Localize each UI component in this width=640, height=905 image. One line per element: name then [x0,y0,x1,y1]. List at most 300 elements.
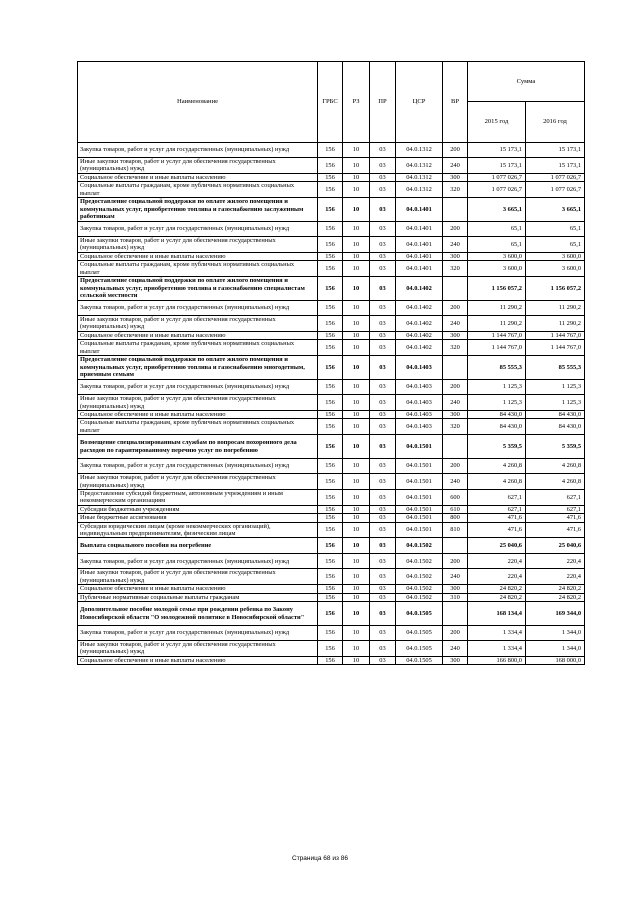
table-header [78,62,585,143]
cell-vr: 240 [443,569,468,585]
cell-sum-2015: 4 260,8 [468,459,526,474]
cell-sum-2016: 1 077 026,7 [526,182,585,198]
cell-vr: 800 [443,514,468,522]
cell-sum-2016: 1 344,0 [526,626,585,641]
table-row [78,538,585,554]
cell-sum-2016: 85 555,3 [526,356,585,380]
cell-pr: 03 [370,410,396,418]
cell-grbs: 156 [318,585,343,593]
cell-rz: 10 [343,173,370,181]
cell-vr: 320 [443,340,468,356]
cell-sum-2015: 471,6 [468,522,526,538]
cell-name: Иные закупки товаров, работ и услуг для обеспечения государственных (муниципальных) нужд [78,316,318,332]
cell-grbs: 156 [318,505,343,513]
cell-sum-2015: 220,4 [468,554,526,569]
table-row [78,585,585,593]
cell-sum-2016: 15 173,1 [526,143,585,158]
cell-pr: 03 [370,474,396,490]
cell-csr: 04.0.1403 [396,395,443,411]
cell-sum-2015: 24 820,2 [468,585,526,593]
cell-rz: 10 [343,505,370,513]
table-row [78,514,585,522]
cell-sum-2016: 1 144 767,0 [526,340,585,356]
cell-csr: 04.0.1505 [396,656,443,664]
cell-vr: 240 [443,395,468,411]
cell-sum-2016: 5 359,5 [526,435,585,459]
cell-csr: 04.0.1401 [396,222,443,237]
cell-rz: 10 [343,395,370,411]
table-row [78,554,585,569]
cell-rz: 10 [343,419,370,435]
cell-pr: 03 [370,656,396,664]
table-row [78,173,585,181]
cell-sum-2016: 3 600,0 [526,261,585,277]
cell-sum-2016: 1 125,3 [526,395,585,411]
cell-csr: 04.0.1501 [396,505,443,513]
table-row [78,602,585,626]
cell-sum-2016: 24 820,2 [526,593,585,601]
cell-name: Социальное обеспечение и иные выплаты населению [78,656,318,664]
header-rz: РЗ [343,62,370,143]
cell-grbs: 156 [318,602,343,626]
cell-sum-2016: 1 125,3 [526,380,585,395]
cell-vr: 300 [443,410,468,418]
cell-pr: 03 [370,626,396,641]
cell-csr: 04.0.1403 [396,419,443,435]
cell-name: Закупка товаров, работ и услуг для государственных (муниципальных) нужд [78,222,318,237]
cell-pr: 03 [370,505,396,513]
cell-name: Социальные выплаты гражданам, кроме публичных нормативных социальных выплат [78,340,318,356]
cell-sum-2015: 168 134,4 [468,602,526,626]
cell-vr: 240 [443,316,468,332]
cell-grbs: 156 [318,514,343,522]
cell-grbs: 156 [318,158,343,174]
cell-csr: 04.0.1501 [396,514,443,522]
cell-rz: 10 [343,626,370,641]
cell-rz: 10 [343,585,370,593]
cell-pr: 03 [370,554,396,569]
cell-sum-2016: 471,6 [526,514,585,522]
cell-pr: 03 [370,489,396,505]
table-row [78,182,585,198]
budget-table [77,61,585,665]
cell-vr: 240 [443,158,468,174]
cell-sum-2016: 1 144 767,0 [526,331,585,339]
cell-pr: 03 [370,301,396,316]
cell-name: Предоставление социальной поддержки по оплате жилого помещения и коммунальных услуг, приобретению топлива и газоснабжению многодетным, приемным семьям [78,356,318,380]
page-number: Страница 68 из 86 [292,855,348,862]
cell-sum-2015: 627,1 [468,489,526,505]
table-row [78,301,585,316]
cell-rz: 10 [343,641,370,657]
cell-grbs: 156 [318,198,343,222]
table-row [78,277,585,301]
cell-sum-2015: 627,1 [468,505,526,513]
cell-csr: 04.0.1402 [396,277,443,301]
cell-sum-2016: 627,1 [526,505,585,513]
cell-grbs: 156 [318,656,343,664]
cell-rz: 10 [343,158,370,174]
cell-sum-2015: 11 290,2 [468,301,526,316]
cell-grbs: 156 [318,410,343,418]
cell-rz: 10 [343,380,370,395]
cell-csr: 04.0.1402 [396,331,443,339]
cell-sum-2016: 471,6 [526,522,585,538]
table-row [78,505,585,513]
cell-rz: 10 [343,222,370,237]
cell-csr: 04.0.1403 [396,380,443,395]
cell-sum-2015: 65,1 [468,237,526,253]
cell-csr: 04.0.1312 [396,182,443,198]
cell-csr: 04.0.1401 [396,252,443,260]
cell-grbs: 156 [318,395,343,411]
cell-sum-2015: 3 665,1 [468,198,526,222]
cell-rz: 10 [343,252,370,260]
cell-grbs: 156 [318,474,343,490]
cell-pr: 03 [370,569,396,585]
cell-rz: 10 [343,489,370,505]
cell-grbs: 156 [318,173,343,181]
cell-csr: 04.0.1403 [396,410,443,418]
table-row [78,331,585,339]
cell-grbs: 156 [318,261,343,277]
table-row [78,435,585,459]
table-row [78,237,585,253]
cell-sum-2016: 24 820,2 [526,585,585,593]
cell-name: Закупка товаров, работ и услуг для государственных (муниципальных) нужд [78,554,318,569]
cell-vr: 320 [443,261,468,277]
cell-csr: 04.0.1501 [396,435,443,459]
cell-name: Социальное обеспечение и иные выплаты населению [78,331,318,339]
cell-csr: 04.0.1401 [396,237,443,253]
cell-sum-2015: 1 144 767,0 [468,331,526,339]
cell-name: Иные закупки товаров, работ и услуг для обеспечения государственных (муниципальных) нужд [78,569,318,585]
cell-sum-2015: 4 260,8 [468,474,526,490]
cell-grbs: 156 [318,435,343,459]
cell-vr: 320 [443,419,468,435]
table-row [78,474,585,490]
cell-sum-2016: 4 260,8 [526,474,585,490]
table-row [78,261,585,277]
cell-name: Иные закупки товаров, работ и услуг для обеспечения государственных (муниципальных) нужд [78,641,318,657]
cell-sum-2016: 3 665,1 [526,198,585,222]
table-row [78,158,585,174]
cell-grbs: 156 [318,340,343,356]
cell-pr: 03 [370,222,396,237]
cell-sum-2016: 11 290,2 [526,316,585,332]
cell-sum-2016: 220,4 [526,554,585,569]
cell-csr: 04.0.1505 [396,626,443,641]
cell-grbs: 156 [318,626,343,641]
table-row [78,569,585,585]
cell-vr: 600 [443,489,468,505]
cell-grbs: 156 [318,380,343,395]
header-vr: ВР [443,62,468,143]
cell-sum-2016: 1 156 057,2 [526,277,585,301]
cell-sum-2016: 627,1 [526,489,585,505]
cell-name: Иные закупки товаров, работ и услуг для обеспечения государственных (муниципальных) нужд [78,395,318,411]
cell-name: Социальное обеспечение и иные выплаты населению [78,252,318,260]
cell-vr: 300 [443,173,468,181]
cell-sum-2016: 1 077 026,7 [526,173,585,181]
cell-vr: 240 [443,474,468,490]
cell-vr: 300 [443,656,468,664]
cell-rz: 10 [343,474,370,490]
budget-table-container [77,61,584,665]
cell-csr: 04.0.1502 [396,569,443,585]
cell-sum-2015: 15 173,1 [468,143,526,158]
table-row [78,222,585,237]
cell-grbs: 156 [318,522,343,538]
cell-grbs: 156 [318,301,343,316]
cell-name: Субсидии бюджетным учреждениям [78,505,318,513]
cell-csr: 04.0.1502 [396,585,443,593]
cell-sum-2015: 3 600,0 [468,252,526,260]
cell-pr: 03 [370,380,396,395]
cell-vr: 320 [443,182,468,198]
cell-csr: 04.0.1502 [396,538,443,554]
cell-vr [443,602,468,626]
cell-rz: 10 [343,410,370,418]
cell-csr: 04.0.1505 [396,602,443,626]
cell-name: Социальные выплаты гражданам, кроме публичных нормативных социальных выплат [78,419,318,435]
cell-sum-2015: 166 800,0 [468,656,526,664]
header-pr: ПР [370,62,396,143]
cell-rz: 10 [343,261,370,277]
cell-grbs: 156 [318,538,343,554]
table-row [78,626,585,641]
cell-sum-2015: 65,1 [468,222,526,237]
cell-name: Дополнительное пособие молодой семье при рождении ребенка по Закону Новосибирской области "О молодежной политике в Новосибирской области" [78,602,318,626]
cell-name: Предоставление субсидий бюджетным, автономным учреждениям и иным некоммерческим организациям [78,489,318,505]
cell-sum-2016: 65,1 [526,237,585,253]
cell-sum-2016: 84 430,0 [526,419,585,435]
table-row [78,641,585,657]
cell-name: Иные закупки товаров, работ и услуг для обеспечения государственных (муниципальных) нужд [78,474,318,490]
cell-sum-2015: 84 430,0 [468,419,526,435]
cell-pr: 03 [370,173,396,181]
cell-sum-2016: 11 290,2 [526,301,585,316]
cell-sum-2015: 1 125,3 [468,380,526,395]
cell-grbs: 156 [318,419,343,435]
cell-pr: 03 [370,331,396,339]
cell-rz: 10 [343,237,370,253]
cell-csr: 04.0.1501 [396,522,443,538]
table-row [78,395,585,411]
table-row [78,419,585,435]
table-row [78,459,585,474]
header-2016: 2016 год [526,102,585,143]
cell-csr: 04.0.1502 [396,593,443,601]
cell-csr: 04.0.1505 [396,641,443,657]
cell-sum-2015: 220,4 [468,569,526,585]
cell-sum-2015: 11 290,2 [468,316,526,332]
cell-csr: 04.0.1401 [396,261,443,277]
header-2015: 2015 год [468,102,526,143]
cell-csr: 04.0.1312 [396,173,443,181]
table-row [78,593,585,601]
cell-pr: 03 [370,316,396,332]
cell-sum-2015: 1 077 026,7 [468,182,526,198]
cell-csr: 04.0.1403 [396,356,443,380]
cell-name: Публичные нормативные социальные выплаты гражданам [78,593,318,601]
cell-vr [443,198,468,222]
cell-pr: 03 [370,538,396,554]
cell-csr: 04.0.1402 [396,301,443,316]
cell-grbs: 156 [318,641,343,657]
cell-csr: 04.0.1501 [396,459,443,474]
cell-vr [443,538,468,554]
table-row [78,522,585,538]
cell-sum-2015: 471,6 [468,514,526,522]
cell-pr: 03 [370,641,396,657]
cell-grbs: 156 [318,316,343,332]
cell-rz: 10 [343,356,370,380]
cell-grbs: 156 [318,182,343,198]
cell-vr: 200 [443,380,468,395]
cell-sum-2016: 168 000,0 [526,656,585,664]
cell-vr: 310 [443,593,468,601]
cell-pr: 03 [370,459,396,474]
cell-csr: 04.0.1502 [396,554,443,569]
table-body [78,143,585,665]
cell-pr: 03 [370,435,396,459]
cell-rz: 10 [343,538,370,554]
cell-rz: 10 [343,316,370,332]
cell-sum-2016: 25 040,6 [526,538,585,554]
cell-sum-2016: 4 260,8 [526,459,585,474]
cell-name: Социальные выплаты гражданам, кроме публичных нормативных социальных выплат [78,261,318,277]
table-row [78,489,585,505]
cell-sum-2016: 169 344,0 [526,602,585,626]
cell-name: Социальное обеспечение и иные выплаты населению [78,585,318,593]
cell-name: Социальное обеспечение и иные выплаты населению [78,410,318,418]
cell-vr: 200 [443,222,468,237]
cell-vr: 300 [443,252,468,260]
cell-csr: 04.0.1402 [396,316,443,332]
cell-pr: 03 [370,237,396,253]
cell-vr: 200 [443,301,468,316]
table-row [78,198,585,222]
cell-grbs: 156 [318,593,343,601]
cell-pr: 03 [370,261,396,277]
cell-grbs: 156 [318,252,343,260]
cell-pr: 03 [370,356,396,380]
cell-name: Закупка товаров, работ и услуг для государственных (муниципальных) нужд [78,301,318,316]
cell-csr: 04.0.1312 [396,143,443,158]
cell-name: Иные бюджетные ассигнования [78,514,318,522]
cell-sum-2015: 1 144 767,0 [468,340,526,356]
cell-vr: 810 [443,522,468,538]
table-row [78,656,585,664]
cell-csr: 04.0.1402 [396,340,443,356]
cell-grbs: 156 [318,554,343,569]
cell-grbs: 156 [318,331,343,339]
cell-sum-2016: 15 173,1 [526,158,585,174]
cell-rz: 10 [343,522,370,538]
cell-name: Закупка товаров, работ и услуг для государственных (муниципальных) нужд [78,380,318,395]
cell-rz: 10 [343,277,370,301]
cell-vr: 200 [443,626,468,641]
cell-name: Субсидии юридическим лицам (кроме некоммерческих организаций), индивидуальным предпринимателям, физическим лицам [78,522,318,538]
cell-pr: 03 [370,182,396,198]
cell-pr: 03 [370,395,396,411]
cell-name: Закупка товаров, работ и услуг для государственных (муниципальных) нужд [78,143,318,158]
cell-grbs: 156 [318,489,343,505]
cell-rz: 10 [343,331,370,339]
cell-pr: 03 [370,277,396,301]
cell-vr: 300 [443,331,468,339]
cell-sum-2015: 1 125,3 [468,395,526,411]
cell-vr: 240 [443,237,468,253]
cell-name: Предоставление социальной поддержки по оплате жилого помещения и коммунальных услуг, приобретению топлива и газоснабжению специалистам сельской местности [78,277,318,301]
header-grbs: ГРБС [318,62,343,143]
cell-sum-2015: 1 156 057,2 [468,277,526,301]
cell-sum-2015: 84 430,0 [468,410,526,418]
cell-csr: 04.0.1312 [396,158,443,174]
cell-grbs: 156 [318,569,343,585]
cell-pr: 03 [370,419,396,435]
cell-csr: 04.0.1501 [396,474,443,490]
cell-sum-2015: 5 359,5 [468,435,526,459]
cell-name: Иные закупки товаров, работ и услуг для обеспечения государственных (муниципальных) нужд [78,158,318,174]
cell-vr [443,356,468,380]
cell-rz: 10 [343,593,370,601]
cell-grbs: 156 [318,222,343,237]
cell-rz: 10 [343,569,370,585]
cell-grbs: 156 [318,277,343,301]
cell-sum-2015: 85 555,3 [468,356,526,380]
cell-name: Закупка товаров, работ и услуг для государственных (муниципальных) нужд [78,626,318,641]
cell-rz: 10 [343,301,370,316]
cell-rz: 10 [343,656,370,664]
cell-sum-2015: 25 040,6 [468,538,526,554]
cell-rz: 10 [343,143,370,158]
cell-grbs: 156 [318,459,343,474]
cell-vr: 240 [443,641,468,657]
cell-rz: 10 [343,514,370,522]
cell-grbs: 156 [318,356,343,380]
cell-name: Социальные выплаты гражданам, кроме публичных нормативных социальных выплат [78,182,318,198]
cell-grbs: 156 [318,143,343,158]
cell-name: Предоставление социальной поддержки по оплате жилого помещения и коммунальных услуг, приобретению топлива и газоснабжению заслуженным работникам [78,198,318,222]
cell-name: Социальное обеспечение и иные выплаты населению [78,173,318,181]
cell-pr: 03 [370,522,396,538]
cell-csr: 04.0.1401 [396,198,443,222]
cell-rz: 10 [343,198,370,222]
cell-sum-2015: 1 077 026,7 [468,173,526,181]
cell-pr: 03 [370,593,396,601]
cell-rz: 10 [343,435,370,459]
cell-pr: 03 [370,158,396,174]
cell-name: Иные закупки товаров, работ и услуг для обеспечения государственных (муниципальных) нужд [78,237,318,253]
table-row [78,356,585,380]
cell-vr: 300 [443,585,468,593]
cell-sum-2016: 220,4 [526,569,585,585]
cell-grbs: 156 [318,237,343,253]
cell-sum-2015: 24 820,2 [468,593,526,601]
cell-rz: 10 [343,340,370,356]
cell-vr [443,277,468,301]
cell-sum-2016: 65,1 [526,222,585,237]
cell-pr: 03 [370,198,396,222]
cell-sum-2015: 15 173,1 [468,158,526,174]
cell-rz: 10 [343,459,370,474]
cell-sum-2015: 1 334,4 [468,626,526,641]
cell-pr: 03 [370,340,396,356]
cell-sum-2016: 1 344,0 [526,641,585,657]
cell-name: Закупка товаров, работ и услуг для государственных (муниципальных) нужд [78,459,318,474]
